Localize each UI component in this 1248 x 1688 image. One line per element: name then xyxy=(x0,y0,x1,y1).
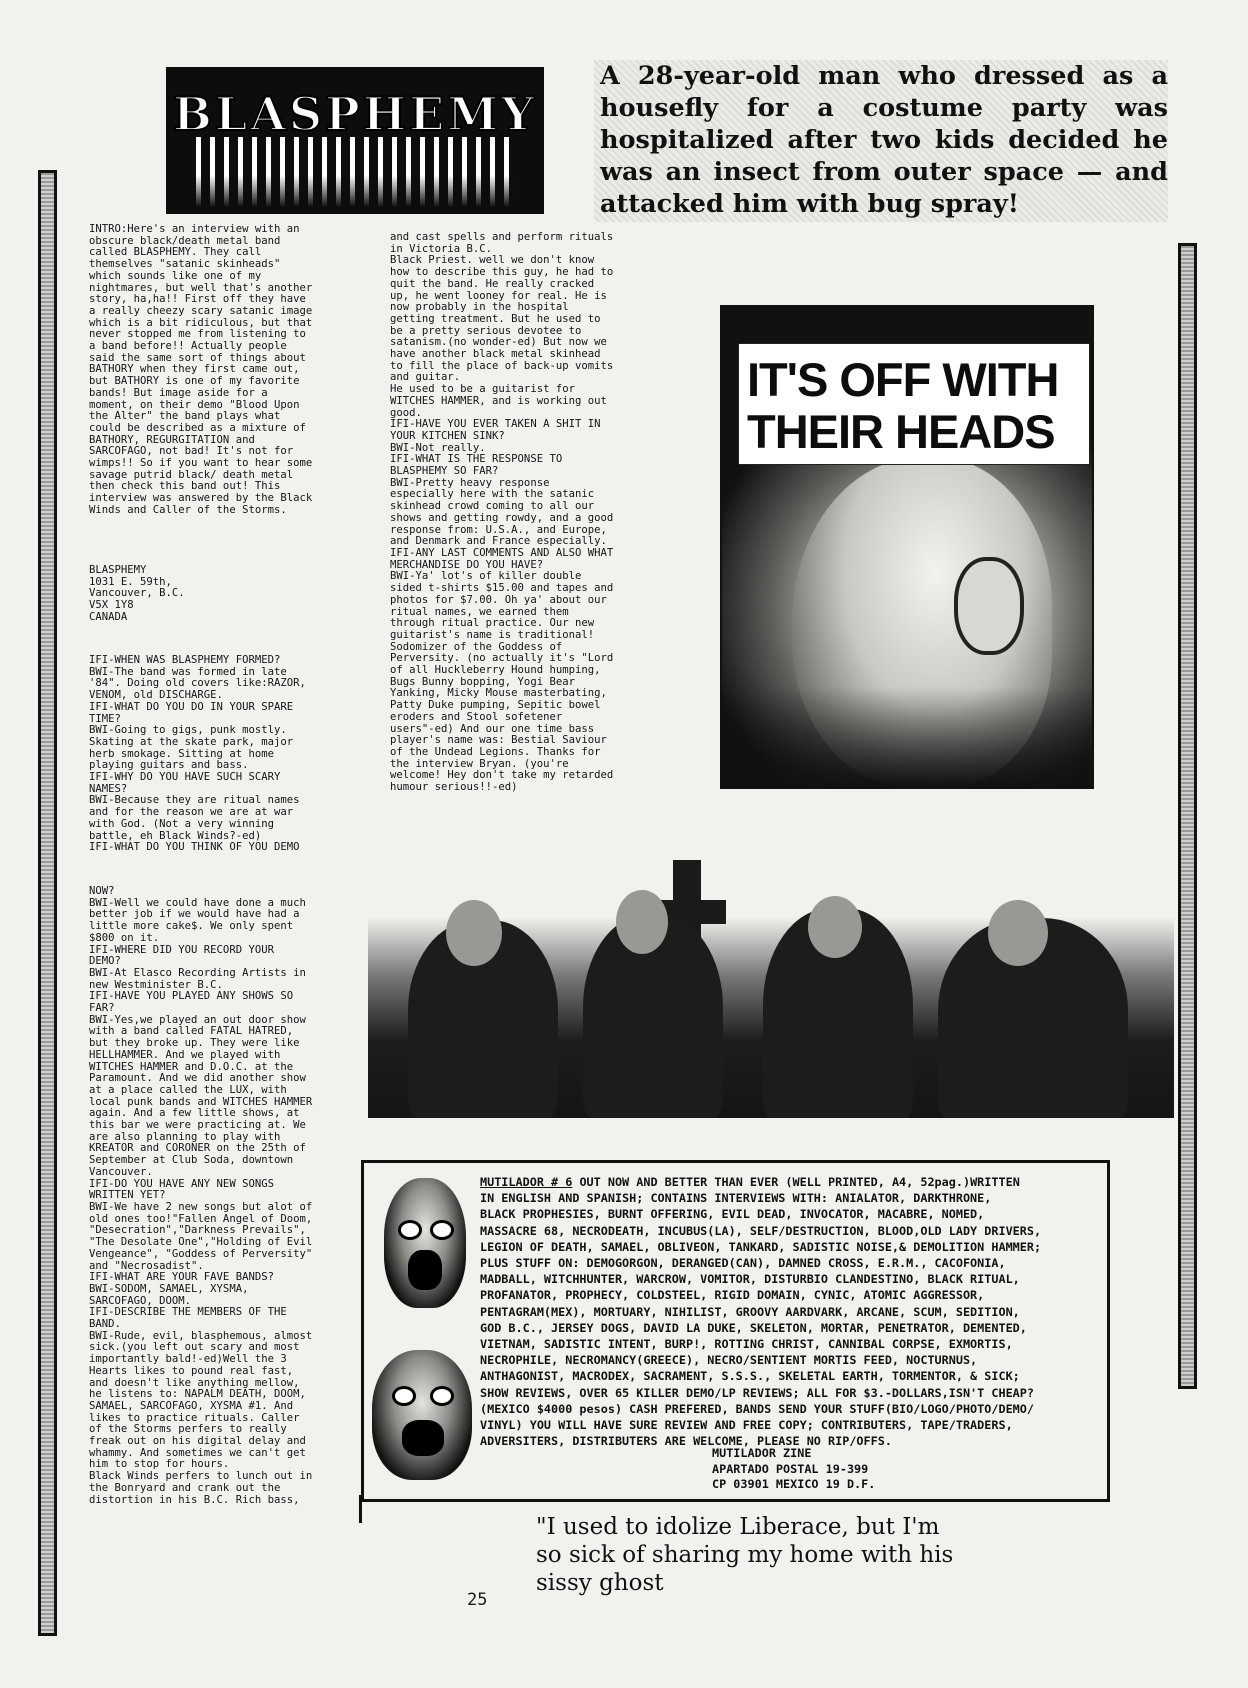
page-number: 25 xyxy=(467,1590,488,1610)
interview-part-3: and cast spells and perform rituals in Victoria B.C. Black Priest. well we don't know how to describe this guy, he had to quit the band. He really cracked up, he went looney for real. He is now probably in the hospital getting treatment. But he used to be a pretty serious devotee to satanism.(no wonder-ed) But now we have another black metal skinhead to fill the place of back-up vomits and guitar. He used to be a guitarist for WITCHES HAMMER, and is working out good. IFI-HAVE YOU EVER TAKEN A SHIT IN YOUR KITCHEN SINK? BWI-Not really. IFI-WHAT IS THE RESPONSE TO BLASPHEMY SO FAR? BWI-Pretty heavy response especially here with the satanic skinhead crowd coming to all our shows and getting rowdy, and a good response from: U.S.A., and Europe, and Denmark and France especially. IFI-ANY LAST COMMENTS AND ALSO WHAT MERCHANDISE DO YOU HAVE? BWI-Ya' lot's of killer double sided t-shirts $15.00 and tapes and photos for $7.00. Oh ya' about our ritual names, we earned them through ritual practice. Our new guitarist's name is traditional! Sodomizer of the Goddess of Perversity. (no actually it's "Lord of all Huckleberry Hound humping, Bugs Bunny bopping, Yogi Bear Yanking, Micky Mouse masterbating, Patty Duke pumping, Sepitic bowel eroders and Stool sofetener users"-ed) And our one time bass player's name was: Bestial Saviour of the Undead Legions. Thanks for the interview Bryan. (you're welcome! Hey don't take my retarded humour serious!!-ed) xyxy=(390,231,614,794)
blasphemy-logo xyxy=(166,67,544,214)
ad-body: OUT NOW AND BETTER THAN EVER (WELL PRINTED, A4, 52pag.)WRITTEN IN ENGLISH AND SPANISH; CONTAINS INTERVIEWS WITH: ANIALATOR, DARKTHRONE, BLACK PROPHESIES, BURNT OFFERING, EVIL DEAD, INVOCATOR, MACABRE, NOMED, MASSACRE 68, NECRODEATH, INCUBUS(LA), SELF/DESTRUCTION, BLOOD,OLD LADY DRIVERS, LEGION OF DEATH, SAMAEL, OBLIVEON, TANKARD, SADISTIC NOISE,& DEMOLITION HAMMER; PLUS STUFF ON: DEMOGORGON, DERANGED(CAN), DAMNED CROSS, E.R.M., CACOFONIA, MADBALL, WITCHHUNTER, WARCROW, VOMITOR, DISTURBIO CLANDESTINO, BLACK RITUAL, PROFANATOR, PROPHECY, COLDSTEEL, RIGID DOMAIN, CYNIC, ATOMIC AGGRESSOR, PENTAGRAM(MEX), MORTUARY, NIHILIST, GROOVY AARDVARK, ARCANE, SCUM, SEDITION, GOD B.C., JERSEY DOGS, DAVID LA DUKE, SKELETON, MORTAR, PENETRATOR, DEMENTED, VIETNAM, SADISTIC INTENT, BURP!, ROTTING CHRIST, CANNIBAL CORPSE, EXMORTIS, NECROPHILE, NECROMANCY(GREECE), NECRO/SENTIENT MORTIS FEED, NOCTURNUS, ANTHAGONIST, MACRODEX, SACRAMENT, S.S.S., SKELETAL EARTH, TORMENTOR, & SICK; SHOW REVIEWS, OVER 65 KILLER DEMO/LP REVIEWS; ALL FOR $3.-DOLLARS,ISN'T CHEAP? (MEXICO $4000 pesos) CASH PREFERED, BANDS SEND YOUR STUFF(BIO/LOGO/PHOTO/DEMO/ VINYL) YOU WILL HAVE SURE REVIEW AND FREE COPY; CONTRIBUTERS, TAPE/TRADERS, ADVERSITERS, DISTRIBUTERS ARE WELCOME, PLEASE NO RIP/OFFS. xyxy=(480,1175,1042,1449)
left-column-rule-bar xyxy=(38,170,57,1636)
zombie-mouth xyxy=(402,1420,444,1456)
zombie-eye xyxy=(398,1220,422,1240)
mutilador-ad-text xyxy=(480,1174,1096,1449)
ad-lead: MUTILADOR # 6 xyxy=(480,1175,573,1189)
zombie-illustration-top xyxy=(384,1178,466,1308)
right-column-rule-bar xyxy=(1178,243,1197,1389)
heads-headline: IT'S OFF WITH THEIR HEADS xyxy=(738,343,1090,465)
intro-text: INTRO:Here's an interview with an obscure black/death metal band called BLASPHEMY. They call themselves "satanic skinheads" which sounds like one of my nightmares, but well that's another story, ha,ha!! First off they have a really cheezy scary satanic image which is a bit ridiculous, but that never stopped me from listening to a band before!! Actually people said the same sort of things about BATHORY when they first came out, but BATHORY is one of my favorite bands! But image aside for a moment, on their demo "Blood Upon the Alter" the band plays what could be described as a mixture of BATHORY, REGURGITATION and SARCOFAGO, not bad! It's not for wimps!! So if you want to hear some savage putrid black/ death metal then check this band out! This interview was answered by the Black Winds and Caller of the Storms. xyxy=(89,223,313,516)
band-member-3-head xyxy=(808,896,862,958)
zombie-eye xyxy=(430,1220,454,1240)
logo-text: BLASPHEMY xyxy=(172,87,537,141)
headline-clipping: A 28-year-old man who dressed as a housefly for a costume party was hospitalized after two kids decided he was an insect from outer space — and attacked him with bug spray! xyxy=(600,61,1168,219)
zombie-mouth xyxy=(408,1250,442,1290)
photo-shadow xyxy=(722,687,1092,787)
zombie-eye xyxy=(430,1386,454,1406)
zombie-illustration-bottom xyxy=(372,1350,472,1480)
band-address: BLASPHEMY 1031 E. 59th, Vancouver, B.C. V5X 1Y8 CANADA xyxy=(89,564,185,623)
zombie-eye xyxy=(392,1386,416,1406)
interview-part-1: IFI-WHEN WAS BLASPHEMY FORMED? BWI-The band was formed in late '84". Doing old covers like:RAZOR, VENOM, old DISCHARGE. IFI-WHAT DO YOU DO IN YOUR SPARE TIME? BWI-Going to gigs, punk mostly. Skating at the skate park, major herb smokage. Sitting at home playing guitars and bass. IFI-WHY DO YOU HAVE SUCH SCARY NAMES? BWI-Because they are ritual names and for the reason we are at war with God. (Not a very winning battle, eh Black Winds?-ed) IFI-WHAT DO YOU THINK OF YOU DEMO xyxy=(89,654,306,854)
logo-drips xyxy=(196,137,514,207)
band-member-1-head xyxy=(446,900,502,966)
mutilador-address: MUTILADOR ZINE APARTADO POSTAL 19-399 CP 03901 MEXICO 19 D.F. xyxy=(712,1446,876,1491)
band-photo xyxy=(368,860,1174,1118)
liberace-quote: "I used to idolize Liberace, but I'm so sick of sharing my home with his sissy ghost xyxy=(536,1514,954,1596)
ear-shape xyxy=(954,557,1024,655)
band-member-4-head xyxy=(988,900,1048,966)
interview-part-2: NOW? BWI-Well we could have done a much better job if we would have had a little more cake$. We only spent $800 on it. IFI-WHERE DID YOU RECORD YOUR DEMO? BWI-At Elasco Recording Artists in new Westminister B.C. IFI-HAVE YOU PLAYED ANY SHOWS SO FAR? BWI-Yes,we played an out door show with a band called FATAL HATRED, but they broke up. They were like HELLHAMMER. And we played with WITCHES HAMMER and D.O.C. at the Paramount. And we did another show at a place called the LUX, with local punk bands and WITCHES HAMMER again. And a few little shows, at this bar we were practicing at. We are also planning to play with KREATOR and CORONER on the 25th of September at Club Soda, downtown Vancouver. IFI-DO YOU HAVE ANY NEW SONGS WRITTEN YET? BWI-We have 2 new songs but alot of old ones too!"Fallen Angel of Doom, "Desecration","Darkness Prevails", "The Desolate One","Holding of Evil Vengeance", "Goddess of Perversity" and "Necrosadist". IFI-WHAT ARE YOUR FAVE BANDS? BWI-SODOM, SAMAEL, XYSMA, SARCOFAGO, DOOM. IFI-DESCRIBE THE MEMBERS OF THE BAND. BWI-Rude, evil, blasphemous, almost sick.(you left out scary and most importantly bald!-ed)Well the 3 Hearts likes to pound real fast, and doesn't like anything mellow, he listens to: NAPALM DEATH, DOOM, SAMAEL, SARCOFAGO, XYSMA #1. And likes to practice rituals. Caller of the Storms perfers to really freak out on his digital delay and whammy. And sometimes we can't get him to stop for hours. Black Winds perfers to lunch out in the Bonryard and crank out the distortion in his B.C. Rich bass, xyxy=(89,885,313,1506)
band-member-2-head xyxy=(616,890,668,954)
